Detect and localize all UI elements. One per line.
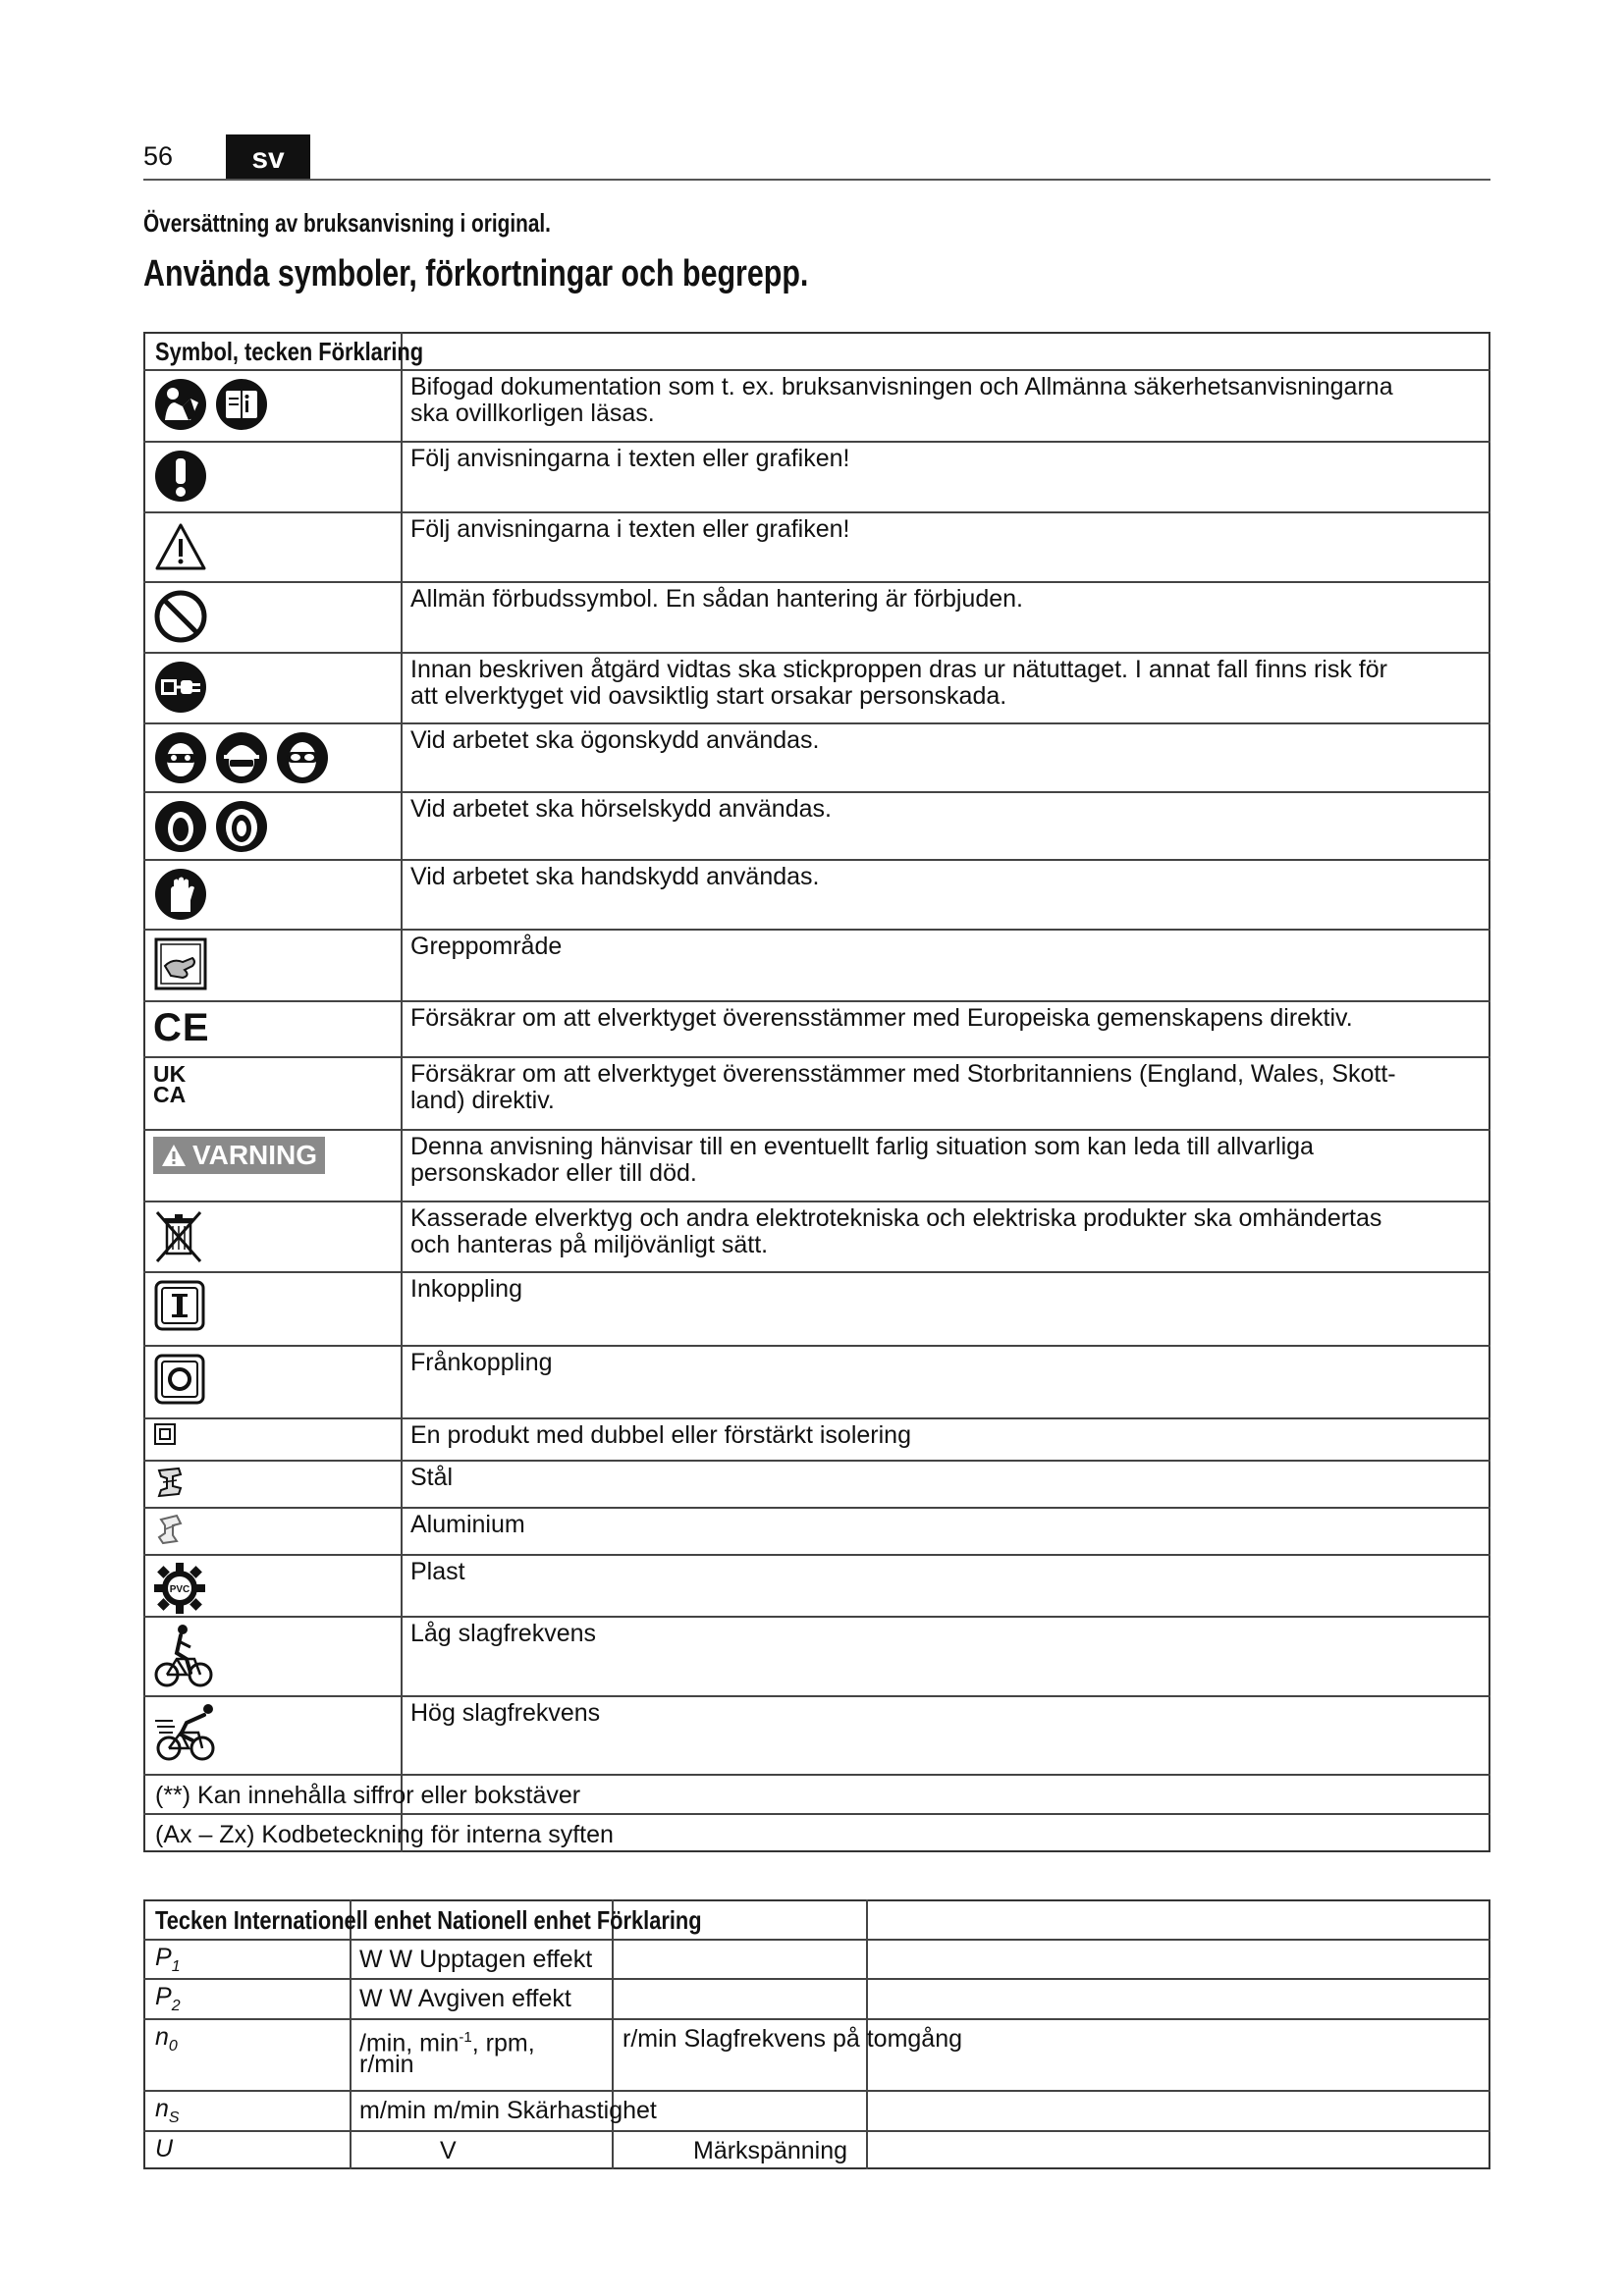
explanation-text: Bifogad dokumentation som t. ex. bruksanvisningen och Allmänna säkerhetsanvisningarna — [410, 373, 1393, 400]
safety-helmet-icon — [214, 730, 269, 785]
unit-description: W W Upptagen effekt — [359, 1946, 593, 1973]
warning-label-icon — [153, 1137, 325, 1174]
section-title: Använda symboler, förkortningar och begrepp. — [143, 253, 809, 294]
symbol-cell — [153, 1137, 325, 1174]
symbol-cell — [153, 1422, 177, 1446]
explanation-text: En produkt med dubbel eller förstärkt isolering — [410, 1421, 911, 1449]
language-badge: sv — [226, 134, 310, 180]
row-divider — [143, 1507, 1490, 1509]
explanation-text: Allmän förbudssymbol. En sådan hantering är förbjuden. — [410, 585, 1023, 613]
glove-icon — [153, 867, 208, 922]
explanation-text: Greppområde — [410, 933, 563, 960]
symbol-cell — [153, 1008, 210, 1047]
row-divider — [143, 1417, 1490, 1419]
symbol-cell — [153, 519, 208, 574]
unit-description: m/min m/min Skärhastighet — [359, 2097, 657, 2124]
unit-symbol-letter: P — [155, 1944, 172, 1971]
unit-explanation: Märkspänning — [693, 2137, 848, 2164]
unit-symbol — [155, 1944, 181, 1981]
warning-triangle-small-icon — [161, 1144, 187, 1167]
unit-symbol-letter: U — [155, 2135, 174, 2163]
mandatory-exclamation-icon — [153, 449, 208, 504]
safety-goggles-icon — [275, 730, 330, 785]
row-divider — [143, 2018, 1490, 2020]
ukca-mark-ca: CA — [153, 1082, 187, 1107]
explanation-text: Frånkoppling — [410, 1349, 553, 1376]
page-number: 56 — [143, 141, 174, 171]
unit-symbol-letter: n — [155, 2095, 169, 2122]
explanation-text: Innan beskriven åtgärd vidtas ska stickproppen dras ur nätuttaget. I annat fall finns risk för — [410, 656, 1387, 683]
international-unit: V — [440, 2137, 457, 2164]
column-divider — [401, 332, 403, 1852]
row-divider — [143, 2130, 1490, 2132]
explanation-text: och hanteras på miljövänligt sätt. — [410, 1231, 769, 1258]
unit-symbol-letter: n — [155, 2023, 169, 2051]
manual-reader-icon — [153, 377, 208, 432]
explanation-text: Denna anvisning hänvisar till en eventuellt farlig situation som kan leda till allvarliga — [410, 1133, 1314, 1160]
symbol-cell — [153, 1562, 206, 1615]
explanation-text: Vid arbetet ska ögonskydd användas. — [410, 726, 820, 754]
explanation-text: ska ovillkorligen läsas. — [410, 400, 655, 427]
explanation-text: Följ anvisningarna i texten eller grafiken! — [410, 445, 850, 472]
symbol-cell — [153, 1512, 187, 1545]
row-divider — [143, 1554, 1490, 1556]
unit-symbol-subscript: 2 — [171, 1998, 181, 2014]
explanation-text: personskador eller till död. — [410, 1159, 697, 1187]
explanation-text: Hög slagfrekvens — [410, 1699, 601, 1727]
ukca-mark-uk: UK — [153, 1061, 187, 1087]
international-unit: /min, $\min^{-1}$, rpm, — [359, 2029, 535, 2057]
explanation-text: Vid arbetet ska handskydd användas. — [410, 863, 820, 890]
explanation-text: Inkoppling — [410, 1275, 522, 1303]
warning-triangle-icon — [153, 519, 208, 574]
row-divider — [143, 1345, 1490, 1347]
document-subtitle: Översättning av bruksanvisning i original. — [143, 208, 551, 238]
symbol-cell — [153, 1279, 206, 1332]
grip-area-icon — [153, 936, 208, 991]
warning-label-text: VARNING — [192, 1140, 318, 1170]
symbols-table-frame — [143, 332, 1490, 1852]
face-shield-icon — [153, 730, 208, 785]
row-divider — [143, 722, 1490, 724]
explanation-text: Stål — [410, 1464, 454, 1491]
row-divider — [143, 1056, 1490, 1058]
row-divider — [143, 1774, 1490, 1776]
unit-symbol — [155, 1983, 181, 2020]
symbol-cell — [153, 449, 208, 504]
unit-description: W W Avgiven effekt — [359, 1985, 571, 2012]
unit-symbol — [155, 2135, 173, 2172]
ear-protection-icon — [214, 799, 269, 854]
ear-muffs-icon — [153, 799, 208, 854]
power-off-icon — [153, 1353, 206, 1406]
row-divider — [143, 1129, 1490, 1131]
ce-mark-icon — [153, 1008, 210, 1047]
symbol-cell — [153, 1703, 220, 1764]
unit-symbol-subscript: S — [168, 2109, 180, 2126]
column-divider — [612, 1899, 614, 2169]
symbol-cell — [153, 1353, 206, 1406]
symbol-cell — [153, 1208, 204, 1265]
header-rule — [143, 179, 1490, 181]
row-divider — [143, 511, 1490, 513]
row-divider — [143, 1201, 1490, 1202]
footnote-text: (**) Kan innehålla siffror eller bokstäver — [155, 1782, 581, 1809]
explanation-text: Plast — [410, 1558, 465, 1585]
footnote-text: (Ax – Zx) Kodbeteckning för interna syften — [155, 1821, 614, 1848]
unit-symbol — [155, 2023, 178, 2060]
international-unit-line2: r/min — [359, 2051, 414, 2078]
weee-crossed-bin-icon — [153, 1208, 204, 1265]
cyclist-low-icon — [153, 1624, 216, 1690]
row-divider — [143, 929, 1490, 931]
power-on-icon — [153, 1279, 206, 1332]
explanation-text: land) direktiv. — [410, 1087, 555, 1114]
row-divider — [143, 1978, 1490, 1980]
row-divider — [143, 859, 1490, 861]
row-divider — [143, 581, 1490, 583]
aluminium-icon — [153, 1512, 187, 1545]
symbol-cell — [153, 799, 269, 854]
symbol-cell — [153, 1061, 187, 1107]
plastic-pvc-icon — [153, 1562, 206, 1615]
unit-explanation: r/min Slagfrekvens på tomgång — [623, 2025, 963, 2053]
row-divider — [143, 1271, 1490, 1273]
info-book-icon — [214, 377, 269, 432]
units-table-header: Tecken Internationell enhet Nationell enhet Förklaring — [155, 1905, 702, 1935]
unit-symbol-subscript: 0 — [168, 2038, 178, 2055]
explanation-text: Vid arbetet ska hörselskydd användas. — [410, 795, 832, 823]
column-divider — [350, 1899, 352, 2169]
row-divider — [143, 791, 1490, 793]
symbol-cell — [153, 377, 269, 432]
explanation-text: Låg slagfrekvens — [410, 1620, 597, 1647]
cyclist-high-icon — [153, 1703, 220, 1764]
row-divider — [143, 2090, 1490, 2092]
svg-text:PVC: PVC — [169, 1584, 190, 1595]
symbol-cell — [153, 867, 208, 922]
unplug-icon — [153, 660, 208, 715]
prohibition-icon — [153, 589, 208, 644]
symbol-cell — [153, 1624, 216, 1690]
row-divider — [143, 1616, 1490, 1618]
explanation-text: att elverktyget vid oavsiktlig start orsakar personskada. — [410, 682, 1007, 710]
unit-symbol-subscript: 1 — [171, 1958, 181, 1975]
row-divider — [143, 652, 1490, 654]
row-divider — [143, 1813, 1490, 1815]
row-divider — [143, 1000, 1490, 1002]
row-divider — [143, 369, 1490, 371]
explanation-text: Kasserade elverktyg och andra elektrotekniska och elektriska produkter ska omhändertas — [410, 1204, 1382, 1232]
unit-symbol — [155, 2095, 180, 2132]
row-divider — [143, 1695, 1490, 1697]
row-divider — [143, 441, 1490, 443]
explanation-text: Aluminium — [410, 1511, 525, 1538]
symbol-cell — [153, 936, 208, 991]
unit-symbol-letter: P — [155, 1983, 172, 2010]
symbol-cell — [153, 730, 330, 785]
explanation-text: Följ anvisningarna i texten eller grafiken! — [410, 515, 850, 543]
symbol-cell — [153, 589, 208, 644]
symbols-table-header: Symbol, tecken Förklaring — [155, 337, 424, 366]
ce-mark-text: CE — [153, 1006, 210, 1049]
symbol-cell — [153, 1465, 187, 1498]
row-divider — [143, 1460, 1490, 1462]
double-insulation-icon — [153, 1422, 177, 1446]
explanation-text: Försäkrar om att elverktyget överensstämmer med Europeiska gemenskapens direktiv. — [410, 1004, 1353, 1032]
ukca-mark-icon — [153, 1061, 187, 1107]
steel-icon — [153, 1465, 187, 1498]
symbol-cell — [153, 660, 208, 715]
explanation-text: Försäkrar om att elverktyget överensstämmer med Storbritanniens (England, Wales, Skott- — [410, 1060, 1396, 1088]
row-divider — [143, 1939, 1490, 1941]
